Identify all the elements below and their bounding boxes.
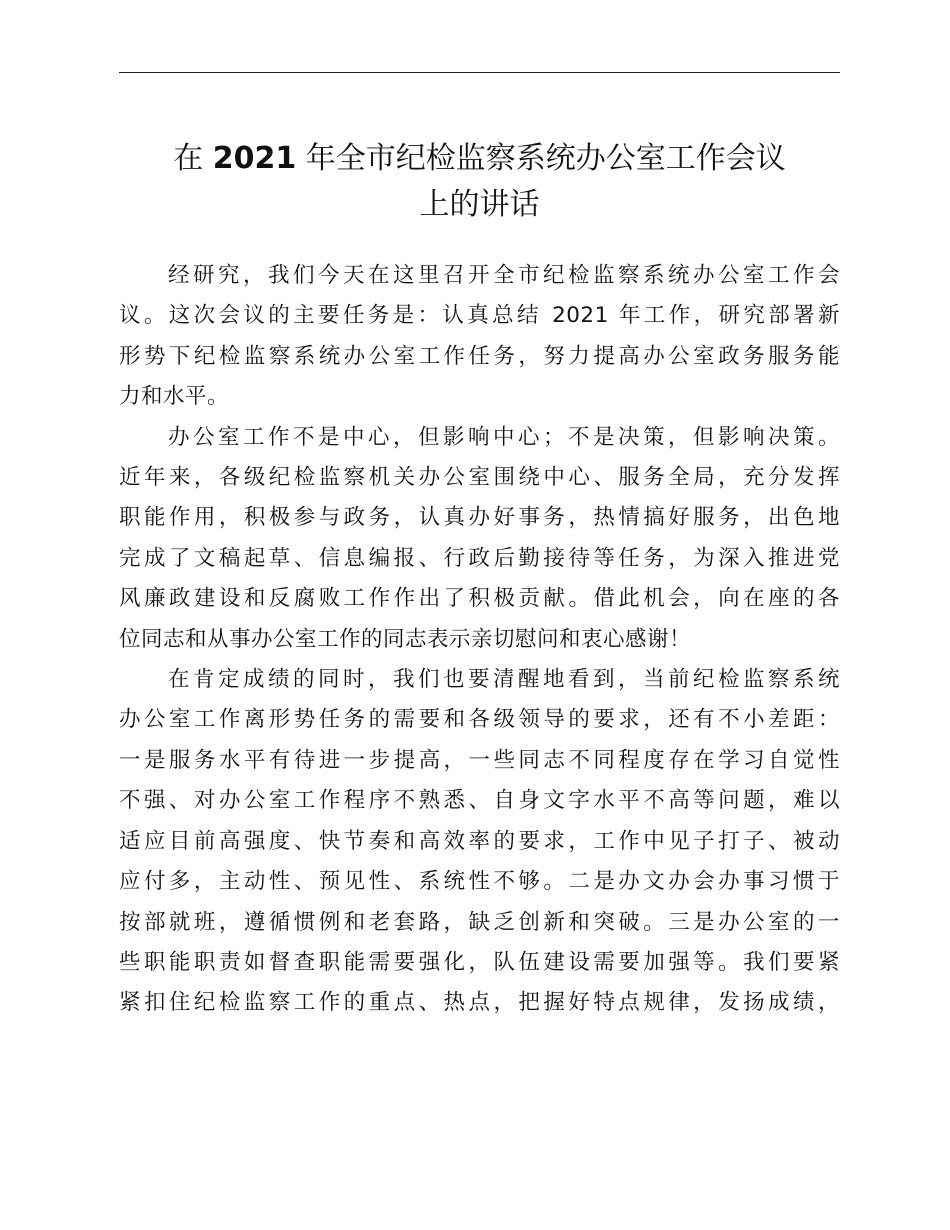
paragraph-1: [119, 256, 840, 418]
text-line: 风廉政建设和反腐败工作作出了积极贡献。借此机会，向在座的各: [119, 586, 840, 612]
text-line: 议。这次会议的主要任务是：认真总结 2021 年工作，研究部署新: [119, 303, 840, 329]
text-line: 经研究，我们今天在这里召开全市纪检监察系统办公室工作会: [168, 263, 840, 288]
text-line: 一是服务水平有待进一步提高，一些同志不同程度存在学习自觉性: [119, 747, 840, 773]
title-year: 2021: [212, 141, 297, 176]
text-line: 在肯定成绩的同时，我们也要清醒地看到，当前纪检监察系统: [168, 667, 840, 693]
paragraph-3: [119, 660, 840, 1024]
text-line: 位同志和从事办公室工作的同志表示亲切慰问和衷心感谢！: [119, 626, 692, 652]
text-line: 完成了文稿起草、信息编报、行政后勤接待等任务，为深入推进党: [119, 545, 840, 571]
page-title: [119, 136, 840, 228]
text-line: 近年来，各级纪检监察机关办公室围绕中心、服务全局，充分发挥: [119, 465, 840, 491]
text-line: 应付多，主动性、预见性、系统性不够。二是办文办会办事习惯于: [119, 869, 840, 895]
document-body: [119, 256, 840, 1024]
text-line: 职能作用，积极参与政务，认真办好事务，热情搞好服务，出色地: [119, 505, 840, 531]
title-line-2: 上的讲话: [419, 187, 540, 222]
text-line: 力和水平。: [119, 384, 230, 410]
text-line: 紧扣住纪检监察工作的重点、热点，把握好特点规律，发扬成绩，: [119, 990, 840, 1016]
text-line: 些职能职责如督查职能需要强化，队伍建设需要加强等。我们要紧: [119, 949, 840, 975]
title-rest: 年全市纪检监察系统办公室工作会议: [305, 141, 786, 176]
text-line: 按部就班，遵循惯例和老套路，缺乏创新和突破。三是办公室的一: [119, 909, 840, 935]
text-line: 办公室工作离形势任务的需要和各级领导的要求，还有不小差距：: [119, 707, 840, 733]
title-prefix: 在: [173, 141, 204, 176]
header-rule: [119, 72, 840, 73]
text-line: 不强、对办公室工作程序不熟悉、自身文字水平不高等问题，难以: [119, 788, 840, 814]
text-line: 适应目前高强度、快节奏和高效率的要求，工作中见子打子、被动: [119, 828, 840, 854]
text-line: 形势下纪检监察系统办公室工作任务，努力提高办公室政务服务能: [119, 343, 840, 369]
paragraph-2: [119, 418, 840, 660]
text-line: 办公室工作不是中心，但影响中心；不是决策，但影响决策。: [168, 424, 840, 450]
